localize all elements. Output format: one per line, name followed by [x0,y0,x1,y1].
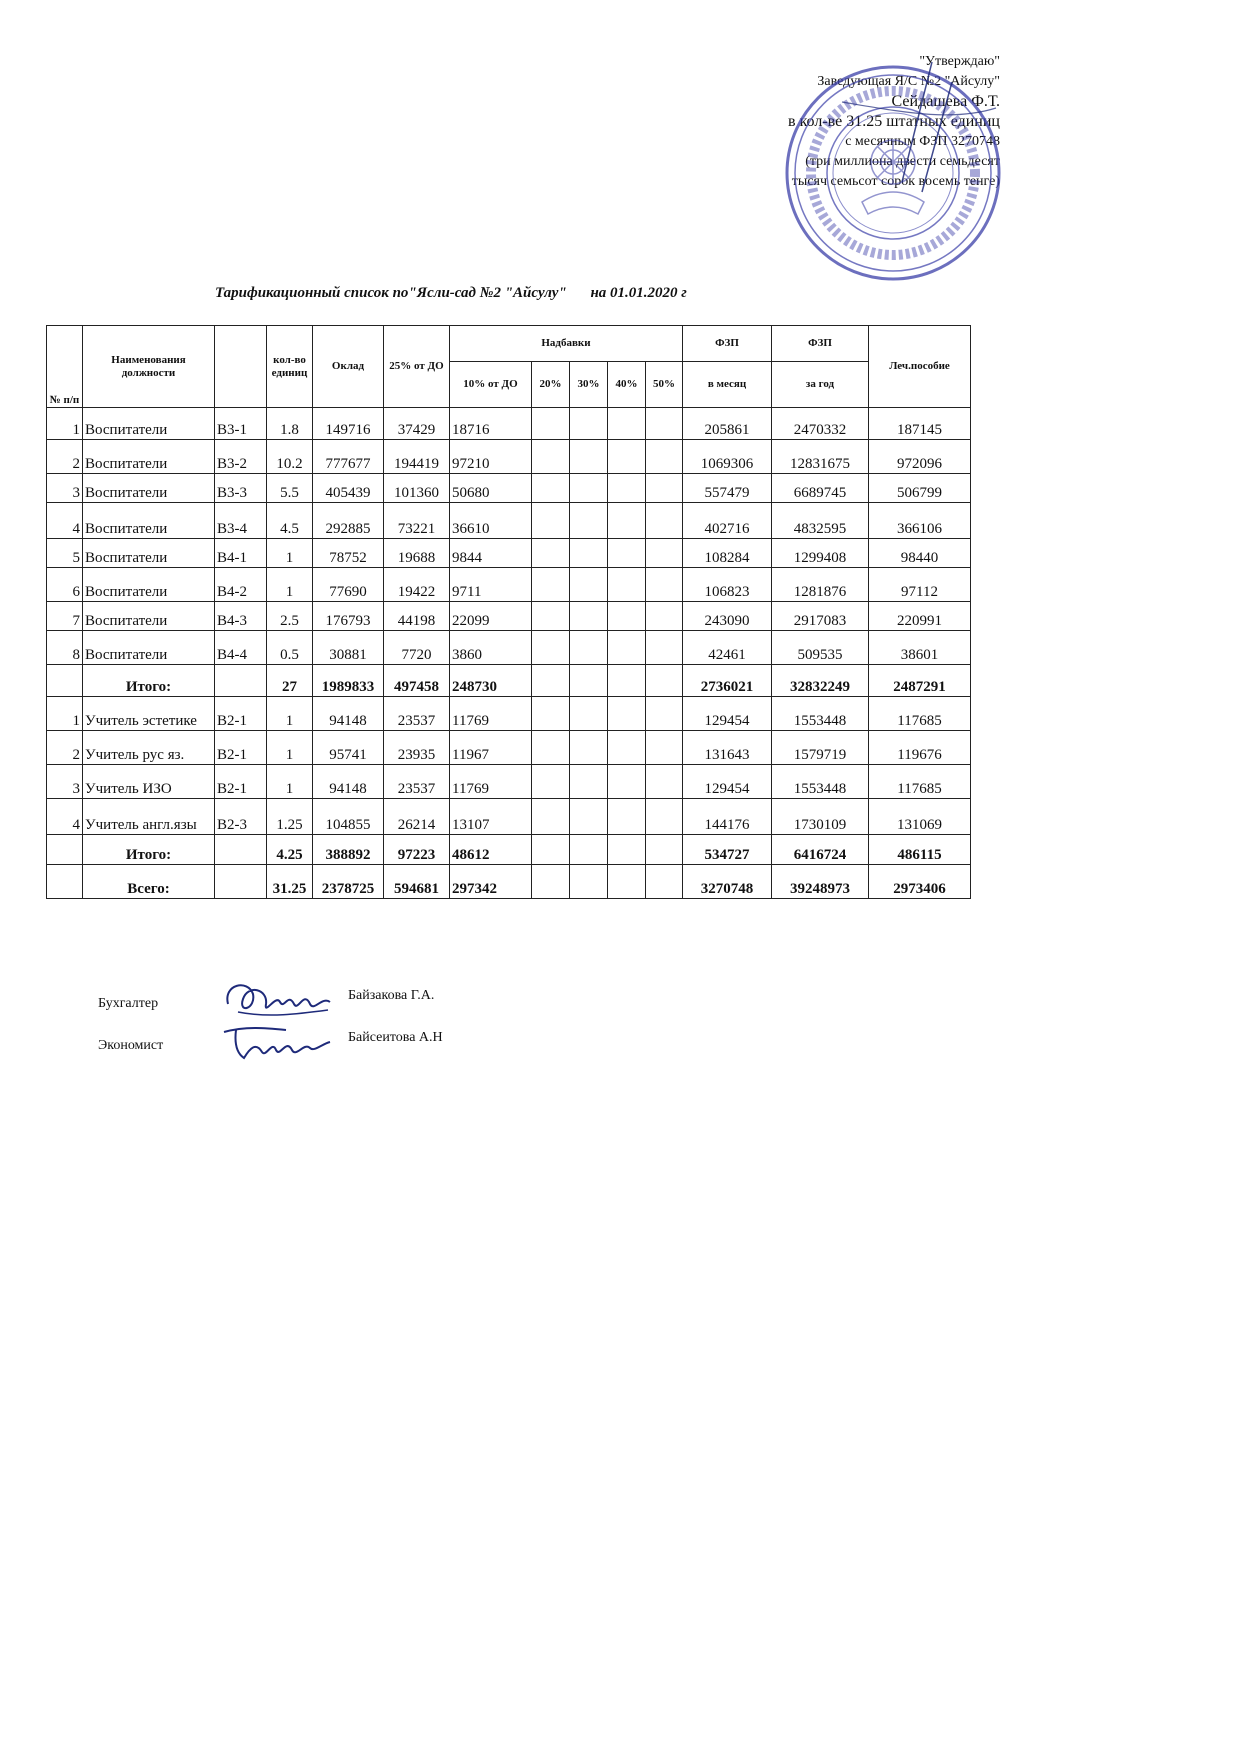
row-category: В4-4 [215,631,267,665]
total-fzp-month: 2736021 [683,665,772,697]
approval-head-name: Сейдашева Ф.Т. [891,93,1000,110]
row-pct10: 50680 [450,474,532,503]
header-fzp-year: ФЗП [772,326,869,362]
total-pct10: 248730 [450,665,532,697]
total-units: 4.25 [267,835,313,865]
row-category: В4-1 [215,539,267,568]
row-pct20 [532,503,570,539]
row-pct40 [608,474,646,503]
table-row [47,697,971,731]
row-fzp-month: 243090 [683,602,772,631]
table-row [47,765,971,799]
row-fzp-year: 509535 [772,631,869,665]
row-salary: 292885 [313,503,384,539]
header-fzp-year-sub: за год [772,362,869,408]
row-pct20 [532,765,570,799]
header-units: кол-во единиц [267,326,313,408]
row-fzp-month: 144176 [683,799,772,835]
row-number: 1 [47,408,83,440]
row-medical: 366106 [869,503,971,539]
row-pct25: 7720 [384,631,450,665]
row-pct25: 101360 [384,474,450,503]
approval-monthly-fund: с месячным ФЗП 3270748 [845,134,1000,149]
total-label: Итого: [83,835,215,865]
row-fzp-month: 129454 [683,697,772,731]
total-salary: 388892 [313,835,384,865]
row-pct30 [570,568,608,602]
row-position: Воспитатели [83,568,215,602]
row-pct30 [570,503,608,539]
total-fzp-year: 32832249 [772,665,869,697]
row-units: 1.8 [267,408,313,440]
row-pct10: 11769 [450,765,532,799]
table-row [47,539,971,568]
row-units: 1 [267,539,313,568]
row-medical: 117685 [869,697,971,731]
total-pct10: 297342 [450,865,532,899]
table-row [47,799,971,835]
economist-role: Экономист [98,1038,164,1053]
row-number: 6 [47,568,83,602]
approval-head-position: Заведующая Я/С №2 "Айсулу" [817,74,1000,89]
header-category [215,326,267,408]
row-position: Учитель эстетике [83,697,215,731]
row-salary: 77690 [313,568,384,602]
row-units: 1.25 [267,799,313,835]
header-allowances: Надбавки [450,326,683,362]
total-pct50 [646,835,683,865]
row-pct25: 23537 [384,765,450,799]
total-fzp-year: 6416724 [772,835,869,865]
header-medical: Леч.пособие [869,326,971,408]
row-pct20 [532,799,570,835]
total-pct30 [570,665,608,697]
row-units: 1 [267,568,313,602]
row-pct50 [646,765,683,799]
row-medical: 98440 [869,539,971,568]
total-pct20 [532,835,570,865]
total-pct25: 497458 [384,665,450,697]
row-pct25: 23537 [384,697,450,731]
row-units: 5.5 [267,474,313,503]
row-medical: 506799 [869,474,971,503]
row-pct10: 97210 [450,440,532,474]
row-pct10: 11769 [450,697,532,731]
table-row [47,731,971,765]
row-pct20 [532,539,570,568]
row-pct50 [646,539,683,568]
economist-signature [216,1018,336,1068]
row-category: В2-1 [215,731,267,765]
row-units: 2.5 [267,602,313,631]
row-pct10: 3860 [450,631,532,665]
row-pct25: 44198 [384,602,450,631]
total-salary: 2378725 [313,865,384,899]
total-pct50 [646,665,683,697]
row-pct50 [646,474,683,503]
table-row [47,631,971,665]
total-blank [47,835,83,865]
row-salary: 94148 [313,765,384,799]
row-pct10: 9711 [450,568,532,602]
row-pct40 [608,731,646,765]
row-fzp-month: 402716 [683,503,772,539]
row-number: 3 [47,474,83,503]
table-body [47,408,971,899]
tariff-table [46,325,971,899]
total-units: 27 [267,665,313,697]
row-medical: 38601 [869,631,971,665]
total-pct25: 594681 [384,865,450,899]
table-row [47,503,971,539]
row-pct50 [646,602,683,631]
table-row [47,474,971,503]
row-pct50 [646,799,683,835]
row-fzp-year: 6689745 [772,474,869,503]
row-number: 4 [47,799,83,835]
row-number: 4 [47,503,83,539]
total-label: Итого: [83,665,215,697]
row-medical: 131069 [869,799,971,835]
header-pct40: 40% [608,362,646,408]
row-category: В3-3 [215,474,267,503]
row-medical: 187145 [869,408,971,440]
total-pct20 [532,665,570,697]
row-medical: 220991 [869,602,971,631]
header-position: Наименования должности [83,326,215,408]
row-position: Воспитатели [83,539,215,568]
total-medical: 2487291 [869,665,971,697]
row-pct30 [570,408,608,440]
row-pct40 [608,799,646,835]
row-pct30 [570,474,608,503]
header-pct50: 50% [646,362,683,408]
row-pct25: 19688 [384,539,450,568]
row-fzp-year: 2917083 [772,602,869,631]
row-number: 3 [47,765,83,799]
row-position: Учитель ИЗО [83,765,215,799]
grand-total-row [47,865,971,899]
total-fzp-year: 39248973 [772,865,869,899]
row-pct30 [570,440,608,474]
row-number: 2 [47,731,83,765]
row-pct30 [570,602,608,631]
row-pct20 [532,631,570,665]
total-pct40 [608,835,646,865]
row-pct50 [646,631,683,665]
total-medical: 486115 [869,835,971,865]
total-pct25: 97223 [384,835,450,865]
row-pct40 [608,539,646,568]
row-pct10: 22099 [450,602,532,631]
row-category: В2-3 [215,799,267,835]
row-fzp-year: 1281876 [772,568,869,602]
row-pct20 [532,731,570,765]
header-pct10: 10% от ДО [450,362,532,408]
total-pct10: 48612 [450,835,532,865]
row-salary: 104855 [313,799,384,835]
row-medical: 117685 [869,765,971,799]
row-pct20 [532,440,570,474]
row-salary: 30881 [313,631,384,665]
row-pct25: 73221 [384,503,450,539]
total-fzp-month: 3270748 [683,865,772,899]
total-pct30 [570,835,608,865]
row-salary: 149716 [313,408,384,440]
header-pct25: 25% от ДО [384,326,450,408]
row-medical: 119676 [869,731,971,765]
row-units: 0.5 [267,631,313,665]
row-number: 8 [47,631,83,665]
total-category [215,665,267,697]
row-fzp-year: 1730109 [772,799,869,835]
row-pct10: 11967 [450,731,532,765]
header-fzp-month: ФЗП [683,326,772,362]
row-position: Воспитатели [83,408,215,440]
title-text: Тарификационный список по"Ясли-сад №2 "Айсулу" [215,285,567,301]
row-position: Воспитатели [83,602,215,631]
row-pct50 [646,568,683,602]
row-units: 1 [267,731,313,765]
row-pct40 [608,697,646,731]
approval-heading: "Утверждаю" [919,54,1000,69]
row-pct50 [646,731,683,765]
row-pct40 [608,568,646,602]
table-row [47,602,971,631]
total-pct40 [608,665,646,697]
row-pct30 [570,631,608,665]
row-number: 7 [47,602,83,631]
row-fzp-month: 1069306 [683,440,772,474]
row-fzp-year: 1553448 [772,697,869,731]
row-units: 4.5 [267,503,313,539]
row-salary: 78752 [313,539,384,568]
row-category: В4-2 [215,568,267,602]
row-units: 10.2 [267,440,313,474]
row-pct20 [532,602,570,631]
row-pct30 [570,539,608,568]
row-salary: 95741 [313,731,384,765]
row-fzp-month: 131643 [683,731,772,765]
row-pct40 [608,503,646,539]
header-num: № п/п [47,326,83,408]
row-pct25: 37429 [384,408,450,440]
total-pct50 [646,865,683,899]
row-pct30 [570,731,608,765]
row-pct10: 13107 [450,799,532,835]
row-pct50 [646,440,683,474]
row-fzp-year: 1553448 [772,765,869,799]
row-category: В2-1 [215,697,267,731]
accountant-name: Байзакова Г.А. [348,988,435,1003]
seal-stamp [782,62,1004,284]
header-fzp-month-sub: в месяц [683,362,772,408]
row-position: Учитель рус яз. [83,731,215,765]
row-pct30 [570,697,608,731]
row-salary: 405439 [313,474,384,503]
total-category [215,865,267,899]
accountant-role: Бухгалтер [98,996,159,1011]
row-fzp-month: 205861 [683,408,772,440]
row-category: В4-3 [215,602,267,631]
total-medical: 2973406 [869,865,971,899]
row-pct10: 18716 [450,408,532,440]
total-blank [47,665,83,697]
row-fzp-year: 4832595 [772,503,869,539]
row-pct40 [608,631,646,665]
row-salary: 777677 [313,440,384,474]
document-title [215,285,687,302]
row-fzp-month: 129454 [683,765,772,799]
table-row [47,568,971,602]
row-pct40 [608,602,646,631]
row-category: В3-4 [215,503,267,539]
total-blank [47,865,83,899]
row-fzp-month: 106823 [683,568,772,602]
row-fzp-month: 42461 [683,631,772,665]
total-units: 31.25 [267,865,313,899]
row-pct30 [570,765,608,799]
row-medical: 97112 [869,568,971,602]
row-fzp-year: 2470332 [772,408,869,440]
row-position: Воспитатели [83,503,215,539]
row-position: Учитель англ.язы [83,799,215,835]
approval-units: в кол-ве 31.25 штатных единиц [788,113,1000,130]
total-pct20 [532,865,570,899]
row-number: 2 [47,440,83,474]
row-pct40 [608,408,646,440]
row-category: В3-1 [215,408,267,440]
row-pct10: 36610 [450,503,532,539]
row-position: Воспитатели [83,631,215,665]
total-category [215,835,267,865]
accountant-signature [218,974,338,1024]
economist-name: Байсеитова А.Н [348,1030,443,1045]
row-pct25: 19422 [384,568,450,602]
total-pct30 [570,865,608,899]
row-position: Воспитатели [83,440,215,474]
row-pct20 [532,697,570,731]
row-pct50 [646,503,683,539]
row-category: В3-2 [215,440,267,474]
row-pct50 [646,697,683,731]
row-pct25: 23935 [384,731,450,765]
row-salary: 176793 [313,602,384,631]
row-category: В2-1 [215,765,267,799]
row-position: Воспитатели [83,474,215,503]
row-pct20 [532,568,570,602]
table-row [47,440,971,474]
header-salary: Оклад [313,326,384,408]
row-fzp-year: 1299408 [772,539,869,568]
table-row [47,408,971,440]
row-fzp-year: 1579719 [772,731,869,765]
header-pct20: 20% [532,362,570,408]
total-salary: 1989833 [313,665,384,697]
total-label: Всего: [83,865,215,899]
row-pct40 [608,440,646,474]
approval-amount-words-1: (три миллиона двести семьдесят [805,154,1000,169]
row-salary: 94148 [313,697,384,731]
row-pct30 [570,799,608,835]
subtotal-row [47,665,971,697]
title-date: на 01.01.2020 г [590,285,687,301]
row-fzp-month: 108284 [683,539,772,568]
row-pct20 [532,408,570,440]
total-fzp-month: 534727 [683,835,772,865]
row-pct20 [532,474,570,503]
row-number: 1 [47,697,83,731]
approval-amount-words-2: тысяч семьсот сорок восемь тенге) [791,174,1000,189]
row-pct25: 26214 [384,799,450,835]
row-number: 5 [47,539,83,568]
row-fzp-month: 557479 [683,474,772,503]
row-pct50 [646,408,683,440]
row-pct40 [608,765,646,799]
row-pct10: 9844 [450,539,532,568]
row-fzp-year: 12831675 [772,440,869,474]
subtotal-row [47,835,971,865]
row-units: 1 [267,765,313,799]
row-pct25: 194419 [384,440,450,474]
row-units: 1 [267,697,313,731]
row-medical: 972096 [869,440,971,474]
header-pct30: 30% [570,362,608,408]
total-pct40 [608,865,646,899]
